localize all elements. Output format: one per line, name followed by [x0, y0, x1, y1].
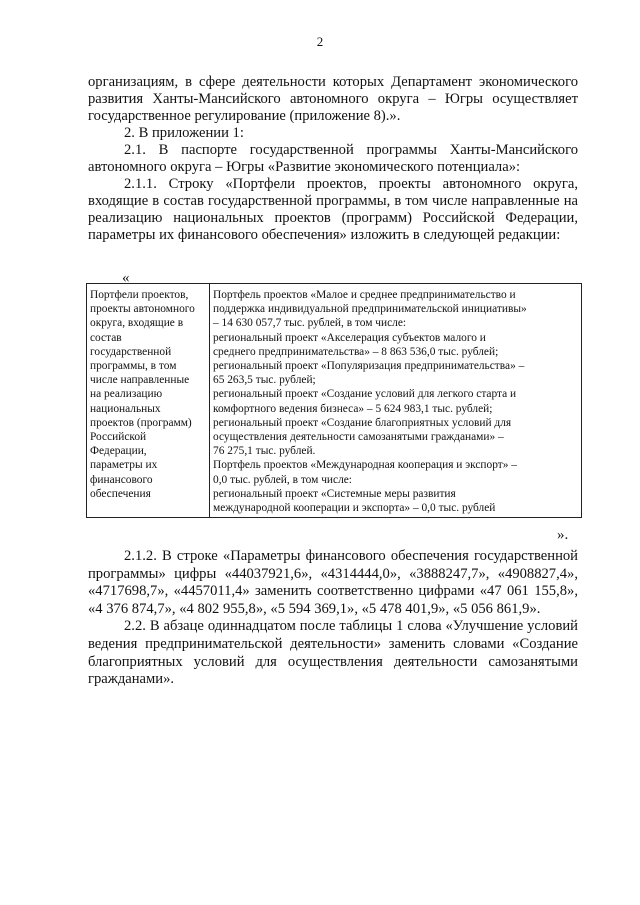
cell-line: – 14 630 057,7 тыс. рублей, в том числе: — [213, 317, 407, 330]
cell-line: на реализацию — [90, 388, 163, 401]
cell-line: проекты автономного — [90, 303, 195, 316]
cell-line: 65 263,5 тыс. рублей; — [213, 374, 316, 387]
cell-line: национальных — [90, 402, 161, 415]
cell-line: Федерации, — [90, 445, 147, 458]
cell-line: состав — [90, 331, 122, 344]
paragraph: 2.1. В паспорте государственной программы Ханты-Мансийского автономного округа – Югры «Развитие экономического потенциала»: — [88, 142, 578, 175]
cell-line: региональный проект «Акселерация субъектов малого и — [213, 331, 486, 344]
cell-line: региональный проект «Создание условий для легкого старта и — [213, 388, 517, 401]
cell-line: 0,0 тыс. рублей, в том числе: — [213, 473, 352, 486]
cell-line: среднего предпринимательства» – 8 863 536,0 тыс. рублей; — [213, 345, 499, 358]
cell-line: осуществления деятельности самозанятыми гражданами» – — [213, 431, 504, 444]
page-number: 2 — [316, 34, 324, 49]
opening-quote: « — [122, 270, 130, 286]
cell-line: поддержка индивидуальной предпринимательской инициативы» — [213, 303, 527, 316]
cell-line: проектов (программ) — [90, 416, 192, 429]
paragraph: 2.2. В абзаце одиннадцатом после таблицы 1 слова «Улучшение условий ведения предпринимательской деятельности» заменить словами «Создание благоприятных условий для осуществления деятельности самозанятыми гражданами». — [88, 618, 578, 688]
cell-line: Портфель проектов «Малое и среднее предпринимательство и — [213, 289, 516, 301]
table-row — [87, 284, 582, 518]
paragraph: 2.1.2. В строке «Параметры финансового обеспечения государственной программы» цифры «44037921,6», «4314444,0», «3888247,7», «4908827,4», «4717698,7», «4457011,4» заменить соответственно цифрами «47 061 155,8», «4 376 874,7», «4 802 955,8», «5 594 369,1», «5 478 401,9», «5 056 861,9». — [88, 548, 578, 617]
cell-line: региональный проект «Популяризация предпринимательства» – — [213, 360, 525, 373]
cell-line: международной кооперации и экспорта» – 0,0 тыс. рублей — [213, 502, 496, 515]
cell-line: региональный проект «Системные меры развития — [213, 487, 456, 500]
cell-line: обеспечения — [90, 487, 151, 500]
after-text — [88, 548, 578, 689]
cell-line: 76 275,1 тыс. рублей. — [213, 445, 316, 458]
closing-quote: ». — [557, 527, 569, 543]
paragraph: 2.1.1. Строку «Портфели проектов, проекты автономного округа, входящие в состав государственной программы, в том числе направленные на реализацию национальных проектов (программ) Российской Федерации, параметры их финансового обеспечения» изложить в следующей редакции: — [88, 176, 578, 243]
cell-line: Портфели проектов, — [90, 289, 189, 301]
cell-line: параметры их — [90, 459, 158, 472]
cell-line: государственной — [90, 345, 172, 358]
paragraph: 2. В приложении 1: — [124, 125, 244, 141]
cell-line: комфортного ведения бизнеса» – 5 624 983,1 тыс. рублей; — [213, 402, 493, 415]
paragraph: организациям, в сфере деятельности которых Департамент экономического развития Ханты-Мансийского автономного округа – Югры осуществляет государственное регулирование (приложение 8).». — [88, 74, 578, 124]
cell-line: числе направленные — [90, 374, 190, 387]
cell-line: региональный проект «Создание благоприятных условий для — [213, 416, 512, 429]
passport-row-table — [86, 283, 582, 518]
row-header-cell — [87, 284, 210, 518]
intro-text — [88, 74, 578, 244]
cell-line: Портфель проектов «Международная кооперация и экспорт» – — [213, 459, 517, 472]
row-content-cell — [210, 284, 582, 518]
cell-line: округа, входящие в — [90, 317, 184, 330]
cell-line: финансового — [90, 473, 153, 486]
cell-line: Российской — [90, 431, 147, 444]
cell-line: программы, в том — [90, 360, 177, 373]
